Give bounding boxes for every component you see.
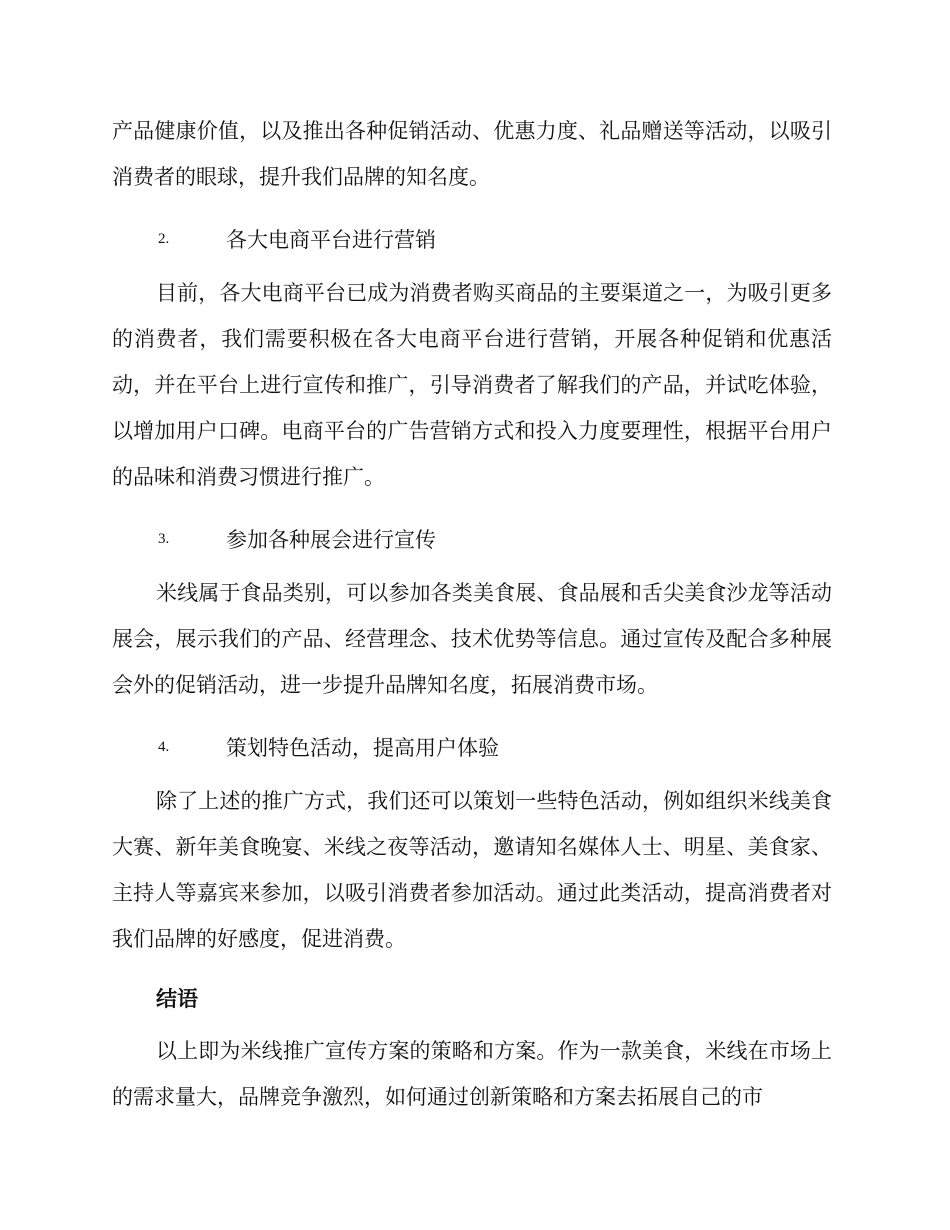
document-page	[112, 108, 832, 1120]
list-item-exhibitions	[112, 516, 832, 562]
paragraph-continued: 产品健康价值，以及推出各种促销活动、优惠力度、礼品赠送等活动，以吸引消费者的眼球，提升我们品牌的知名度。	[112, 119, 832, 189]
list-number: 3.	[158, 530, 170, 547]
list-number: 2.	[158, 230, 170, 247]
list-item-ecommerce	[112, 216, 832, 262]
list-number: 4.	[158, 738, 170, 755]
paragraph-ecommerce: 目前，各大电商平台已成为消费者购买商品的主要渠道之一，为吸引更多的消费者，我们需要积极在各大电商平台进行营销，开展各种促销和优惠活动，并在平台上进行宣传和推广，引导消费者了解我们的产品，并试吃体验，以增加用户口碑。电商平台的广告营销方式和投入力度要理性，根据平台用户的品味和消费习惯进行推广。	[112, 281, 832, 489]
list-title: 策划特色活动，提高用户体验	[226, 736, 499, 760]
paragraph-special-events: 除了上述的推广方式，我们还可以策划一些特色活动，例如组织米线美食大赛、新年美食晚宴、米线之夜等活动，邀请知名媒体人士、明星、美食家、主持人等嘉宾来参加，以吸引消费者参加活动。通过此类活动，提高消费者对我们品牌的好感度，促进消费。	[112, 789, 832, 951]
paragraph-exhibitions: 米线属于食品类别，可以参加各类美食展、食品展和舌尖美食沙龙等活动展会，展示我们的产品、经营理念、技术优势等信息。通过宣传及配合多种展会外的促销活动，进一步提升品牌知名度，拓展消费市场。	[112, 581, 832, 697]
list-title: 参加各种展会进行宣传	[226, 528, 436, 552]
list-title: 各大电商平台进行营销	[226, 228, 436, 252]
paragraph-conclusion: 以上即为米线推广宣传方案的策略和方案。作为一款美食，米线在市场上的需求量大，品牌竞争激烈，如何通过创新策略和方案去拓展自己的市	[112, 1039, 832, 1109]
list-item-special-events	[112, 724, 832, 770]
conclusion-heading: 结语	[156, 987, 198, 1011]
